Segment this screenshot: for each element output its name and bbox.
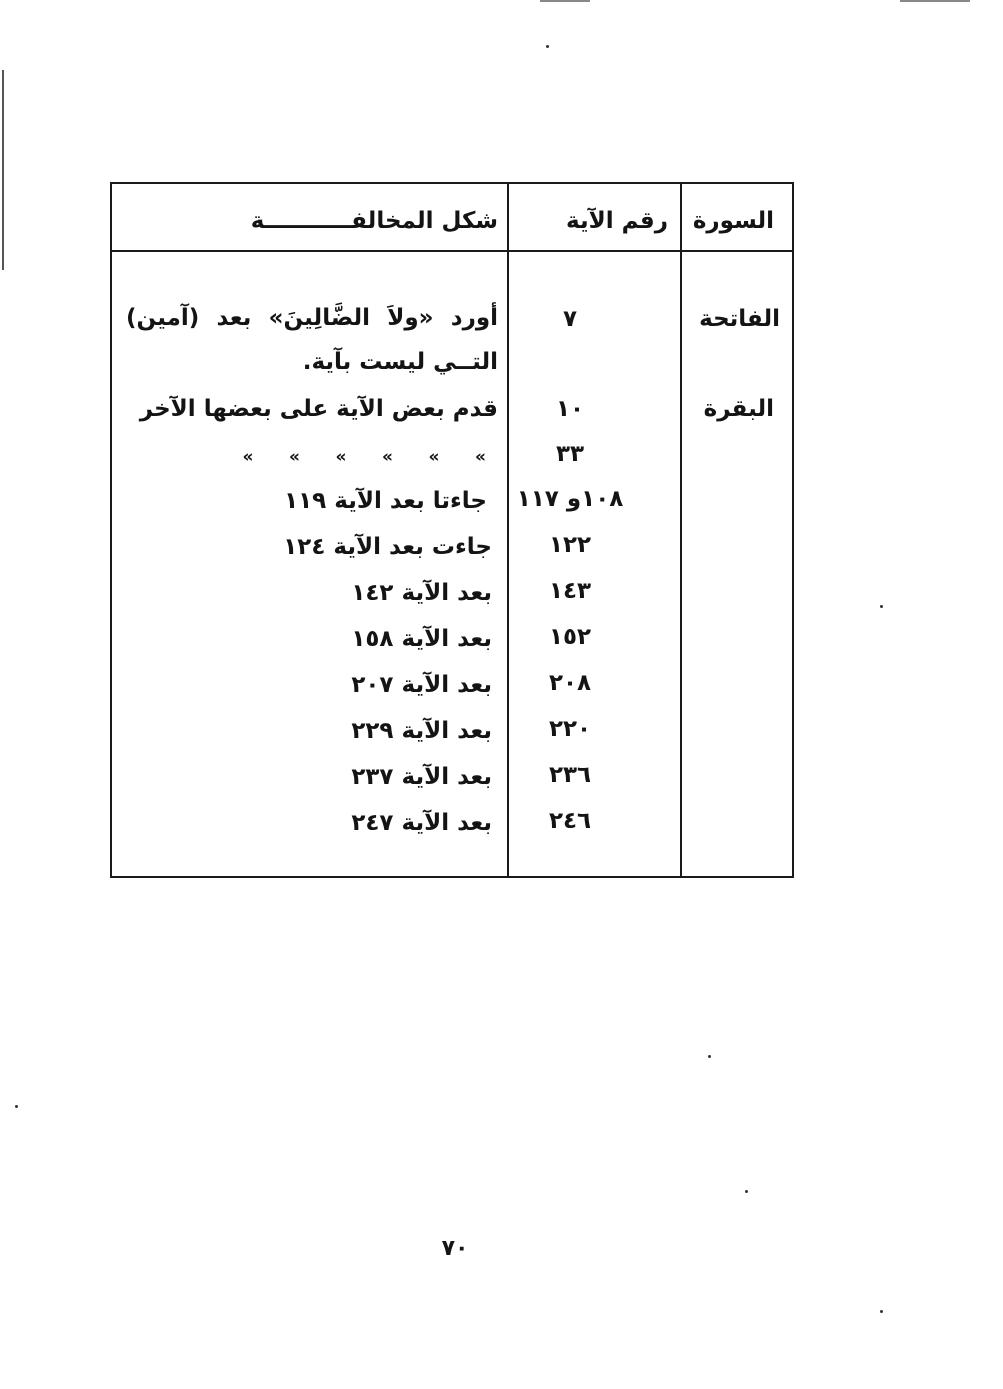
cell-difference: جاءت بعد الآية ١٢٤: [283, 534, 492, 560]
cell-ayah: ١٠٨و ١١٧: [516, 486, 624, 512]
cell-ayah: ٢٤٦: [548, 808, 592, 834]
scan-speck: [880, 605, 883, 608]
cell-sura: الفاتحة: [699, 306, 780, 332]
cell-difference: بعد الآية ١٥٨: [351, 626, 492, 652]
scan-speck: [880, 1310, 883, 1313]
scan-speck: [745, 1190, 748, 1193]
cell-difference: بعد الآية ٢٤٧: [351, 810, 492, 836]
cell-ayah: ١٤٣: [548, 578, 592, 604]
cell-ayah: ٣٣: [555, 441, 585, 467]
cell-ayah: ١٥٢: [548, 624, 592, 650]
cell-difference: بعد الآية ٢٣٧: [351, 764, 492, 790]
scan-edge-line: [2, 70, 4, 270]
header-ayah-number: رقم الآية: [566, 208, 668, 234]
cell-ayah: ١٢٢: [548, 532, 592, 558]
cell-ayah: ٢٣٦: [548, 762, 592, 788]
cell-ayah: ١٠: [555, 396, 585, 422]
header-divider: [112, 250, 792, 252]
scan-speck: [546, 45, 549, 48]
cell-difference: أورد «ولاَ الضَّالِينَ» بعد (آمين) التــي ليست بآية.: [126, 305, 498, 375]
column-divider: [680, 184, 682, 876]
cell-difference: جاءتا بعد الآية ١١٩: [284, 488, 487, 514]
cell-difference: بعد الآية ١٤٢: [351, 580, 492, 606]
scan-top-mark: [900, 0, 970, 2]
cell-difference: » » » » » »: [242, 447, 486, 467]
scan-top-mark: [540, 0, 590, 2]
cell-ayah: ٢٠٨: [548, 670, 592, 696]
cell-ayah: ٧: [562, 306, 578, 332]
cell-difference: بعد الآية ٢٠٧: [351, 672, 492, 698]
cell-difference: بعد الآية ٢٢٩: [351, 718, 492, 744]
cell-difference: قدم بعض الآية على بعضها الآخر: [139, 396, 498, 422]
scan-speck: [708, 1055, 711, 1058]
cell-sura: البقرة: [703, 396, 774, 422]
cell-ayah: ٢٢٠: [548, 716, 592, 742]
scan-speck: [15, 1105, 18, 1108]
page-number: ٧٠: [441, 1236, 469, 1261]
variants-table: [110, 182, 794, 878]
header-difference: شكل المخالفـــــــــــة: [250, 208, 498, 234]
header-sura: السورة: [692, 208, 774, 234]
